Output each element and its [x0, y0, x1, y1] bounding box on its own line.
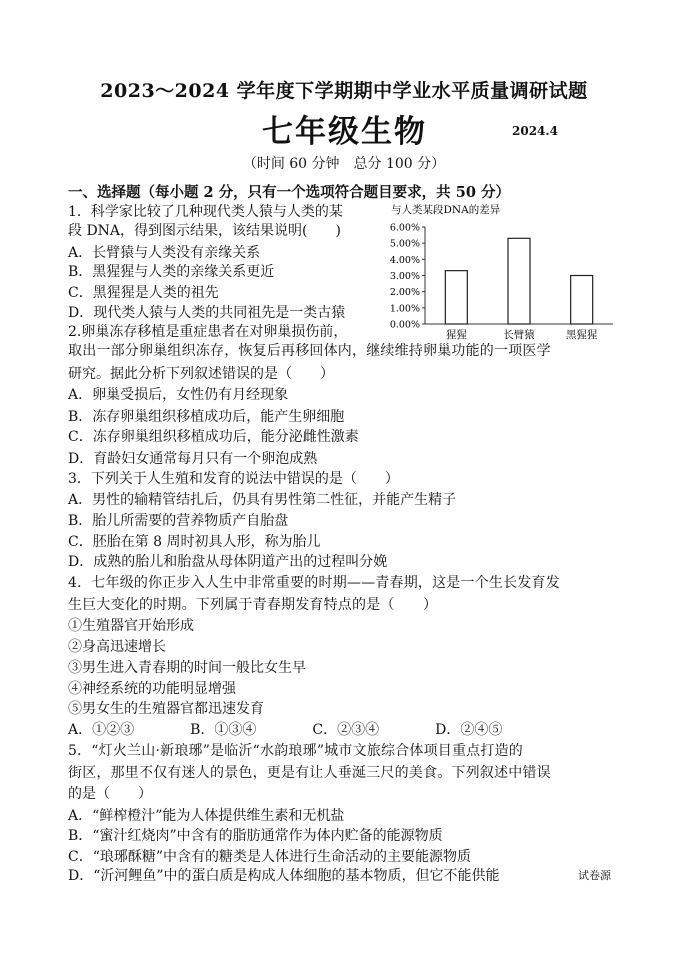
- bar: [445, 271, 467, 324]
- question-line: B．“蜜汁红烧肉”中含有的脂肪通常作为体内贮备的能源物质: [68, 828, 443, 844]
- question-line: 的是（ ）: [68, 786, 152, 802]
- y-tick-label: 3.00%: [389, 271, 420, 282]
- question-line: C．“琅琊酥糖”中含有的糖类是人体进行生命活动的主要能源物质: [68, 849, 472, 865]
- question-line: C．冻存卵巢组织移植成功后，能分泌雌性激素: [68, 429, 359, 445]
- question-line: ②身高迅速增长: [68, 639, 166, 655]
- y-tick-label: 5.00%: [389, 238, 420, 250]
- exam-date: 2024.4: [512, 124, 558, 138]
- question-line: A．“鲜榨橙汁”能为人体提供维生素和无机盐: [68, 808, 345, 824]
- question-line: C．胚胎在第 8 周时初具人形，称为胎儿: [68, 534, 321, 550]
- x-tick-label: 长臂猿: [503, 329, 535, 341]
- question-line: 街区，那里不仅有迷人的景色，更是有让人垂涎三尺的美食。下列叙述中错误: [68, 765, 551, 781]
- question-line: 4．七年级的你正步入人生中非常重要的时期——青春期，这是一个生长发育发: [68, 575, 560, 591]
- chart-title: 与人类某段DNA的差异: [391, 204, 501, 216]
- bar: [508, 238, 530, 324]
- question-line: B．黑猩猩与人类的亲缘关系更近: [68, 264, 275, 280]
- dna-difference-chart: [385, 203, 625, 341]
- x-tick-label: 黑猩猩: [565, 329, 598, 341]
- section-heading: 一、选择题（每小题 2 分，只有一个选项符合题目要求，共 50 分）: [68, 184, 510, 201]
- question-line: A．男性的输精管结扎后，仍具有男性第二性征，并能产生精子: [68, 492, 457, 508]
- question-line: 研究。据此分析下列叙述错误的是（ ）: [68, 366, 334, 382]
- question-line: ④神经系统的功能明显增强: [68, 681, 236, 697]
- question-line: D．现代类人猿与人类的共同祖先是一类古猿: [68, 305, 346, 321]
- y-tick-label: 1.00%: [389, 303, 420, 315]
- exam-title: 2023～2024 学年度下学期期中学业水平质量调研试题: [100, 80, 588, 102]
- question-line: ⑤男女生的生殖器官都迅速发育: [68, 701, 264, 717]
- question-line: A．卵巢受损后，女性仍有月经现象: [68, 387, 289, 403]
- question-line: 3．下列关于人生殖和发育的说法中错误的是（ ）: [68, 471, 399, 487]
- y-tick-label: 2.00%: [389, 287, 420, 299]
- question-line: 段 DNA，得到图示结果，该结果说明( ): [68, 223, 341, 239]
- question-line: C．黑猩猩是人类的祖先: [68, 285, 219, 301]
- question-line: A．长臂猿与人类没有亲缘关系: [68, 245, 261, 261]
- bar: [571, 276, 593, 325]
- subject-title: 七年级生物: [262, 114, 427, 150]
- time-info: （时间 60 分钟 总分 100 分）: [242, 156, 446, 172]
- y-tick-label: 6.00%: [389, 222, 420, 234]
- question-line: D．“沂河鲤鱼”中的蛋白质是构成人体细胞的基本物质，但它不能供能: [68, 868, 500, 884]
- question-line: 1．科学家比较了几种现代类人猿与人类的某: [68, 204, 343, 220]
- question-line: 2.卵巢冻存移植是重症患者在对卵巢损伤前，: [68, 324, 348, 340]
- question-line: D．成熟的胎儿和胎盘从母体阴道产出的过程叫分娩: [68, 554, 388, 570]
- y-tick-label: 4.00%: [389, 254, 420, 266]
- question-line: 取出一部分卵巢组织冻存，恢复后再移回体内，继续维持卵巢功能的一项医学: [68, 343, 551, 359]
- question-line: ③男生进入青春期的时间一般比女生早: [68, 660, 306, 676]
- question-line: B．冻存卵巢组织移植成功后，能产生卵细胞: [68, 409, 345, 425]
- question-line: D．育龄妇女通常每月只有一个卵泡成熟: [68, 451, 318, 467]
- x-tick-label: 猩猩: [445, 329, 467, 341]
- question-line: ①生殖器官开始形成: [68, 618, 194, 634]
- question-line: 生巨大变化的时期。下列属于青春期发育特点的是（ ）: [68, 597, 438, 613]
- y-tick-label: 0.00%: [389, 319, 420, 331]
- question-line: 5．“灯火兰山·新琅琊”是临沂“水韵琅琊”城市文旅综合体项目重点打造的: [68, 743, 523, 759]
- question-line: A．①②③ B．①③④ C．②③④ D．②④⑤: [68, 722, 503, 738]
- question-line: B．胎儿所需要的营养物质产自胎盘: [68, 513, 289, 529]
- watermark-text: 试卷源: [578, 869, 611, 882]
